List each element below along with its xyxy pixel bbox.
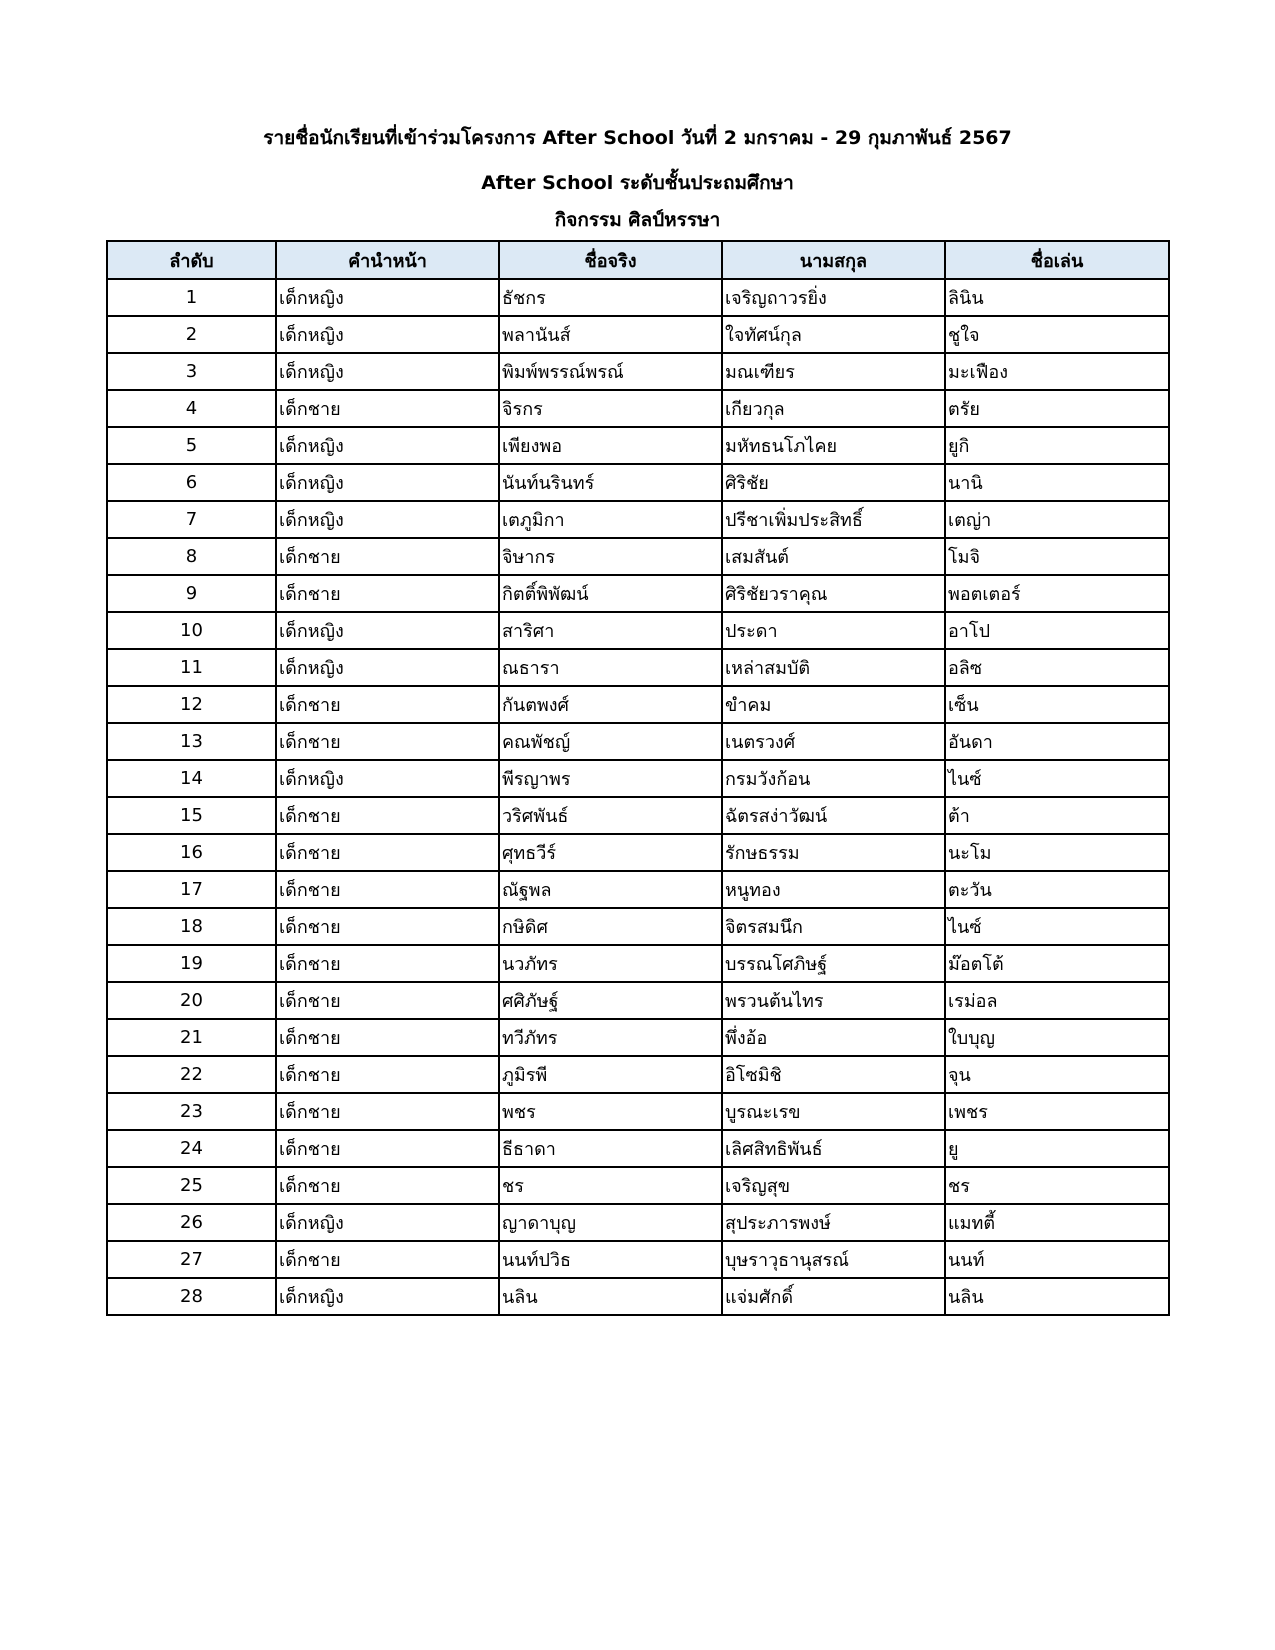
- cell-prefix: เด็กหญิง: [276, 1204, 499, 1241]
- cell-nickname: ยูกิ: [945, 427, 1169, 464]
- cell-order: 13: [107, 723, 276, 760]
- cell-order: 25: [107, 1167, 276, 1204]
- cell-first-name: ศศิภัษฐ์: [499, 982, 722, 1019]
- cell-first-name: พิมพ์พรรณ์พรณ์: [499, 353, 722, 390]
- cell-prefix: เด็กหญิง: [276, 1278, 499, 1315]
- cell-order: 3: [107, 353, 276, 390]
- table-row: [107, 797, 1169, 834]
- cell-nickname: ชูใจ: [945, 316, 1169, 353]
- table-row: [107, 612, 1169, 649]
- cell-order: 1: [107, 279, 276, 316]
- table-row: [107, 723, 1169, 760]
- cell-order: 24: [107, 1130, 276, 1167]
- cell-prefix: เด็กชาย: [276, 945, 499, 982]
- cell-order: 15: [107, 797, 276, 834]
- table-row: [107, 945, 1169, 982]
- cell-first-name: ชร: [499, 1167, 722, 1204]
- cell-first-name: เพียงพอ: [499, 427, 722, 464]
- cell-prefix: เด็กหญิง: [276, 612, 499, 649]
- cell-last-name: ขำคม: [722, 686, 945, 723]
- cell-last-name: เจริญสุข: [722, 1167, 945, 1204]
- cell-prefix: เด็กหญิง: [276, 464, 499, 501]
- table-row: [107, 353, 1169, 390]
- table-row: [107, 649, 1169, 686]
- cell-first-name: ศุทธวีร์: [499, 834, 722, 871]
- cell-prefix: เด็กหญิง: [276, 316, 499, 353]
- table-row: [107, 1019, 1169, 1056]
- cell-last-name: อิโซมิชิ: [722, 1056, 945, 1093]
- cell-first-name: ทวีภัทร: [499, 1019, 722, 1056]
- cell-first-name: พีรญาพร: [499, 760, 722, 797]
- cell-first-name: นนท์ปวิธ: [499, 1241, 722, 1278]
- cell-last-name: มหัทธนโภไคย: [722, 427, 945, 464]
- cell-last-name: บรรณโศภิษฐ์: [722, 945, 945, 982]
- program-subtitle: After School ระดับชั้นประถมศึกษา: [481, 172, 794, 194]
- cell-prefix: เด็กหญิง: [276, 279, 499, 316]
- cell-nickname: นนท์: [945, 1241, 1169, 1278]
- cell-first-name: ณัฐพล: [499, 871, 722, 908]
- cell-nickname: โมจิ: [945, 538, 1169, 575]
- cell-nickname: ไนซ์: [945, 908, 1169, 945]
- cell-last-name: เจริญถาวรยิ่ง: [722, 279, 945, 316]
- table-row: [107, 316, 1169, 353]
- cell-first-name: ธีธาดา: [499, 1130, 722, 1167]
- cell-last-name: สุประภารพงษ์: [722, 1204, 945, 1241]
- cell-prefix: เด็กชาย: [276, 686, 499, 723]
- cell-prefix: เด็กชาย: [276, 723, 499, 760]
- cell-last-name: แจ่มศักดิ์: [722, 1278, 945, 1315]
- cell-last-name: มณเฑียร: [722, 353, 945, 390]
- cell-nickname: เพชร: [945, 1093, 1169, 1130]
- cell-prefix: เด็กชาย: [276, 1241, 499, 1278]
- cell-nickname: ใบบุญ: [945, 1019, 1169, 1056]
- cell-prefix: เด็กชาย: [276, 538, 499, 575]
- cell-order: 27: [107, 1241, 276, 1278]
- cell-nickname: ตะวัน: [945, 871, 1169, 908]
- table-row: [107, 760, 1169, 797]
- cell-order: 11: [107, 649, 276, 686]
- cell-nickname: ต้า: [945, 797, 1169, 834]
- cell-nickname: ม๊อตโต้: [945, 945, 1169, 982]
- cell-first-name: เตภูมิกา: [499, 501, 722, 538]
- cell-order: 8: [107, 538, 276, 575]
- cell-nickname: อันดา: [945, 723, 1169, 760]
- cell-nickname: ลินิน: [945, 279, 1169, 316]
- table-row: [107, 1278, 1169, 1315]
- cell-order: 7: [107, 501, 276, 538]
- cell-nickname: นลิน: [945, 1278, 1169, 1315]
- cell-order: 28: [107, 1278, 276, 1315]
- table-body: [107, 279, 1169, 1315]
- cell-first-name: คณพัชญ์: [499, 723, 722, 760]
- table-row: [107, 908, 1169, 945]
- cell-first-name: กิตติ์พิพัฒน์: [499, 575, 722, 612]
- table-row: [107, 427, 1169, 464]
- cell-nickname: แมทตี้: [945, 1204, 1169, 1241]
- cell-last-name: เกียวกุล: [722, 390, 945, 427]
- cell-prefix: เด็กหญิง: [276, 760, 499, 797]
- cell-order: 12: [107, 686, 276, 723]
- cell-prefix: เด็กชาย: [276, 982, 499, 1019]
- cell-first-name: สาริศา: [499, 612, 722, 649]
- cell-first-name: ภูมิรพี: [499, 1056, 722, 1093]
- cell-prefix: เด็กหญิง: [276, 649, 499, 686]
- cell-last-name: เหล่าสมบัติ: [722, 649, 945, 686]
- cell-order: 26: [107, 1204, 276, 1241]
- cell-first-name: กษิดิศ: [499, 908, 722, 945]
- cell-nickname: นานิ: [945, 464, 1169, 501]
- cell-nickname: ชร: [945, 1167, 1169, 1204]
- table-row: [107, 686, 1169, 723]
- cell-nickname: มะเฟือง: [945, 353, 1169, 390]
- cell-first-name: จิรกร: [499, 390, 722, 427]
- cell-last-name: กรมวังก้อน: [722, 760, 945, 797]
- cell-first-name: นันท์นรินทร์: [499, 464, 722, 501]
- cell-prefix: เด็กชาย: [276, 390, 499, 427]
- cell-first-name: ธัชกร: [499, 279, 722, 316]
- cell-prefix: เด็กชาย: [276, 797, 499, 834]
- student-roster-table: [106, 240, 1170, 1316]
- cell-order: 5: [107, 427, 276, 464]
- cell-prefix: เด็กหญิง: [276, 427, 499, 464]
- table-row: [107, 279, 1169, 316]
- cell-last-name: ประดา: [722, 612, 945, 649]
- cell-prefix: เด็กชาย: [276, 834, 499, 871]
- cell-order: 22: [107, 1056, 276, 1093]
- cell-prefix: เด็กชาย: [276, 871, 499, 908]
- cell-nickname: เรม่อล: [945, 982, 1169, 1019]
- cell-last-name: ใจทัศน์กุล: [722, 316, 945, 353]
- cell-last-name: ฉัตรสง่าวัฒน์: [722, 797, 945, 834]
- table-row: [107, 538, 1169, 575]
- cell-last-name: เสมสันต์: [722, 538, 945, 575]
- column-header-order: ลำดับ: [107, 241, 276, 279]
- cell-order: 10: [107, 612, 276, 649]
- cell-prefix: เด็กหญิง: [276, 353, 499, 390]
- table-row: [107, 1056, 1169, 1093]
- cell-first-name: กันตพงศ์: [499, 686, 722, 723]
- cell-nickname: นะโม: [945, 834, 1169, 871]
- cell-first-name: นวภัทร: [499, 945, 722, 982]
- table-row: [107, 1093, 1169, 1130]
- cell-prefix: เด็กชาย: [276, 908, 499, 945]
- cell-prefix: เด็กชาย: [276, 1019, 499, 1056]
- cell-last-name: ศิริชัยวราคุณ: [722, 575, 945, 612]
- cell-first-name: วริศพันธ์: [499, 797, 722, 834]
- cell-order: 16: [107, 834, 276, 871]
- cell-order: 20: [107, 982, 276, 1019]
- cell-first-name: นลิน: [499, 1278, 722, 1315]
- cell-first-name: พลานันส์: [499, 316, 722, 353]
- activity-title: กิจกรรม ศิลป์หรรษา: [554, 209, 721, 231]
- cell-last-name: หนูทอง: [722, 871, 945, 908]
- cell-order: 4: [107, 390, 276, 427]
- table-row: [107, 871, 1169, 908]
- document-title: รายชื่อนักเรียนที่เข้าร่วมโครงการ After School วันที่ 2 มกราคม - 29 กุมภาพันธ์ 2567: [263, 127, 1012, 149]
- cell-last-name: บุษราวุธานุสรณ์: [722, 1241, 945, 1278]
- cell-nickname: เตญ่า: [945, 501, 1169, 538]
- cell-last-name: เนตรวงศ์: [722, 723, 945, 760]
- cell-last-name: พึ่งอ้อ: [722, 1019, 945, 1056]
- table-row: [107, 1204, 1169, 1241]
- column-header-last-name: นามสกุล: [722, 241, 945, 279]
- cell-prefix: เด็กชาย: [276, 1093, 499, 1130]
- cell-first-name: ณธารา: [499, 649, 722, 686]
- cell-order: 19: [107, 945, 276, 982]
- cell-last-name: จิตรสมนึก: [722, 908, 945, 945]
- table-row: [107, 982, 1169, 1019]
- table-row: [107, 464, 1169, 501]
- cell-nickname: เซ็น: [945, 686, 1169, 723]
- cell-first-name: ญาดาบุญ: [499, 1204, 722, 1241]
- table-row: [107, 501, 1169, 538]
- cell-last-name: ศิริชัย: [722, 464, 945, 501]
- table-row: [107, 390, 1169, 427]
- cell-prefix: เด็กชาย: [276, 1130, 499, 1167]
- cell-nickname: ตรัย: [945, 390, 1169, 427]
- cell-prefix: เด็กชาย: [276, 1056, 499, 1093]
- cell-prefix: เด็กหญิง: [276, 501, 499, 538]
- cell-last-name: เลิศสิทธิพันธ์: [722, 1130, 945, 1167]
- cell-nickname: จุน: [945, 1056, 1169, 1093]
- column-header-first-name: ชื่อจริง: [499, 241, 722, 279]
- cell-order: 18: [107, 908, 276, 945]
- cell-order: 2: [107, 316, 276, 353]
- cell-first-name: พชร: [499, 1093, 722, 1130]
- table-row: [107, 575, 1169, 612]
- cell-order: 23: [107, 1093, 276, 1130]
- cell-prefix: เด็กชาย: [276, 575, 499, 612]
- cell-order: 14: [107, 760, 276, 797]
- cell-last-name: บูรณะเรข: [722, 1093, 945, 1130]
- cell-nickname: ยู: [945, 1130, 1169, 1167]
- table-row: [107, 1167, 1169, 1204]
- table-row: [107, 834, 1169, 871]
- cell-order: 21: [107, 1019, 276, 1056]
- cell-nickname: ไนซ์: [945, 760, 1169, 797]
- cell-nickname: อลิซ: [945, 649, 1169, 686]
- cell-order: 6: [107, 464, 276, 501]
- table-row: [107, 1130, 1169, 1167]
- table-header-row: [107, 241, 1169, 279]
- cell-nickname: อาโป: [945, 612, 1169, 649]
- cell-last-name: ปรีชาเพิ่มประสิทธิ์: [722, 501, 945, 538]
- column-header-prefix: คำนำหน้า: [276, 241, 499, 279]
- cell-prefix: เด็กชาย: [276, 1167, 499, 1204]
- cell-last-name: พรวนต้นไทร: [722, 982, 945, 1019]
- cell-last-name: รักษธรรม: [722, 834, 945, 871]
- cell-order: 17: [107, 871, 276, 908]
- column-header-nickname: ชื่อเล่น: [945, 241, 1169, 279]
- cell-order: 9: [107, 575, 276, 612]
- cell-first-name: จิษากร: [499, 538, 722, 575]
- table-row: [107, 1241, 1169, 1278]
- cell-nickname: พอตเตอร์: [945, 575, 1169, 612]
